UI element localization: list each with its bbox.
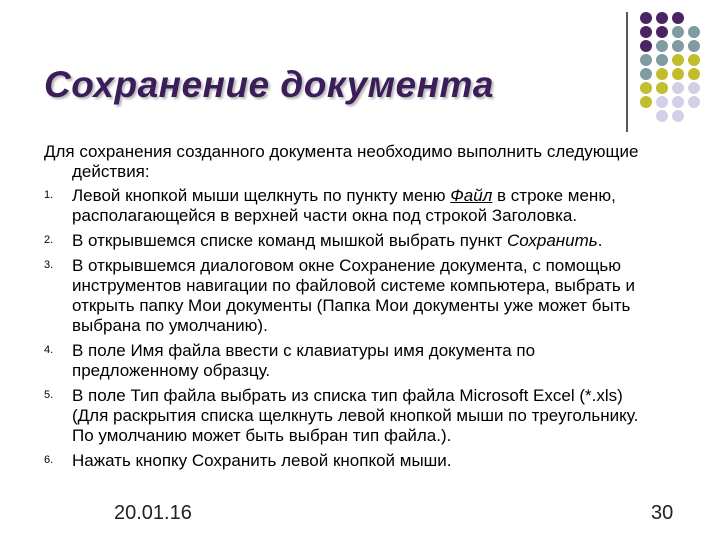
page-number: 30 [651, 502, 674, 524]
decor-dot [656, 12, 668, 24]
slide-body [44, 142, 644, 476]
list-item-text: В открывшемся диалоговом окне Сохранение документа, с помощью инструментов навигации по файловой системе компьютера, выбрать и открыть папку Мои документы (Папка Мои документы уже может быть выбрана по умолчанию). [72, 256, 635, 335]
decor-dot [672, 12, 684, 24]
decor-dot [640, 12, 652, 24]
list-item-number: 2. [44, 234, 54, 246]
decor-dot [672, 82, 684, 94]
decor-dot [672, 96, 684, 108]
decor-dot [640, 82, 652, 94]
list-item-number: 3. [44, 259, 54, 271]
decor-dot [640, 68, 652, 80]
list-item-number: 6. [44, 454, 54, 466]
footer-date: 20.01.16 [114, 502, 192, 524]
decor-dot [688, 40, 700, 52]
list-item-number: 4. [44, 344, 54, 356]
decor-dot [672, 110, 684, 122]
decor-dot [656, 82, 668, 94]
decor-dot [688, 54, 700, 66]
decor-dot [672, 68, 684, 80]
vertical-divider [626, 12, 628, 132]
list-item [44, 386, 644, 446]
decor-dot [656, 110, 668, 122]
list-item [44, 231, 644, 251]
decor-dot [656, 40, 668, 52]
list-item-text: в строке меню, располагающейся в верхней части окна под строкой Заголовка. [72, 186, 616, 225]
save-command-reference: Сохранить [507, 231, 598, 250]
list-item-text: В поле Имя файла ввести с клавиатуры имя документа по предложенному образцу. [72, 341, 536, 380]
list-item-text: Нажать кнопку Сохранить левой кнопкой мыши. [72, 451, 452, 470]
intro-paragraph: Для сохранения созданного документа необходимо выполнить следующие действия: [44, 142, 639, 181]
list-item-text: Левой кнопкой мыши щелкнуть по пункту меню [72, 186, 451, 205]
decor-dot [656, 68, 668, 80]
decor-dot [688, 26, 700, 38]
list-item-text: . [597, 231, 603, 250]
list-item-number: 5. [44, 389, 54, 401]
decor-dot [656, 96, 668, 108]
decor-dot [640, 54, 652, 66]
list-item-text: В открывшемся списке команд мышкой выбрать пункт [72, 231, 508, 250]
decor-dot [640, 40, 652, 52]
decor-dot [672, 54, 684, 66]
decor-dot [672, 40, 684, 52]
list-item [44, 256, 644, 336]
list-item-text: В поле Тип файла выбрать из списка тип файла Microsoft Excel (*.xls) (Для раскрытия списка щелкнуть левой кнопкой мыши по треугольнику. По умолчанию может быть выбран тип файла.). [72, 386, 639, 445]
menu-file-reference: Файл [450, 186, 493, 205]
list-item-number: 1. [44, 189, 54, 201]
decor-dot [688, 96, 700, 108]
list-item [44, 451, 644, 471]
decor-dot [656, 54, 668, 66]
list-item [44, 341, 644, 381]
decor-dot [672, 26, 684, 38]
decor-dot [640, 26, 652, 38]
slide-title: Сохранение документа [44, 64, 494, 105]
decor-dot [656, 26, 668, 38]
list-item [44, 186, 644, 226]
decor-dot [688, 68, 700, 80]
decor-dot [688, 82, 700, 94]
decor-dot [640, 96, 652, 108]
